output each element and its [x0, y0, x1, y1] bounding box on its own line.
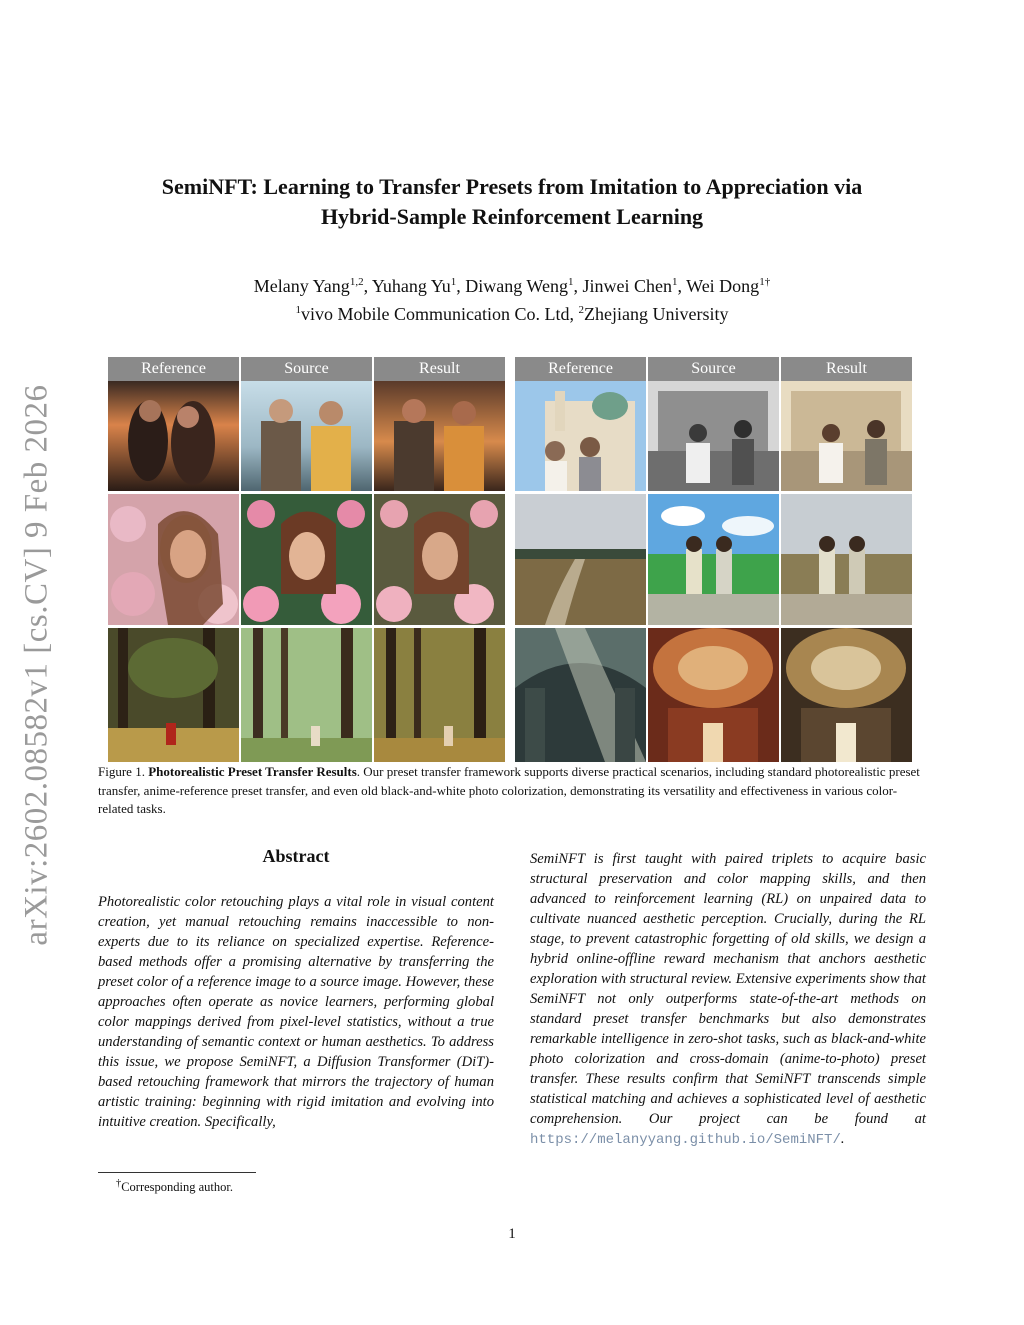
figure-image-interior-reference	[515, 628, 646, 762]
affiliation-number: 1	[295, 304, 302, 316]
figure-image-interior-result	[781, 628, 912, 762]
figure-image-anime-reference	[515, 494, 646, 625]
author: Melany Yang	[253, 276, 350, 296]
project-link[interactable]: https://melanyyang.github.io/SemiNFT/	[530, 1132, 841, 1148]
figure-image-flowers-source	[241, 494, 372, 625]
author: Jinwei Chen	[582, 276, 672, 296]
author-affiliation-mark: 1	[671, 276, 678, 288]
figure-image-forest-result	[374, 628, 505, 762]
author: Diwang Weng	[465, 276, 568, 296]
column-header-result: Result	[781, 357, 912, 381]
figure-image-couple-sunset-source	[241, 381, 372, 491]
figure-image-couple-sunset-result	[374, 381, 505, 491]
footnote-rule	[98, 1172, 256, 1173]
author-affiliation-mark: 1,2	[349, 276, 364, 288]
author: Wei Dong	[686, 276, 760, 296]
author-separator: ,	[677, 276, 687, 296]
paper-title	[100, 172, 924, 232]
footnote	[116, 1178, 233, 1195]
figure-caption	[98, 763, 926, 819]
figure-image-forest-reference	[108, 628, 239, 762]
footnote-text: Corresponding author.	[121, 1180, 233, 1195]
author-block	[100, 270, 924, 326]
affiliation: Zhejiang University	[584, 304, 729, 324]
figure-image-flowers-reference	[108, 494, 239, 625]
affiliation-number: 2	[578, 304, 585, 316]
affiliation: vivo Mobile Communication Co. Ltd	[301, 304, 570, 324]
abstract-heading: Abstract	[262, 846, 330, 866]
author: Yuhang Yu	[371, 276, 451, 296]
author-affiliation-mark: 1	[450, 276, 457, 288]
caption-text: . Our preset transfer framework supports diverse practical scenarios, including standard photorealistic preset transfer, anime-reference preset transfer, and even old black-and-white photo colorization, demonstrating its versatility and effectiveness in various color-related tasks.	[98, 764, 920, 816]
figure-image-anime-result	[781, 494, 912, 625]
column-header-reference: Reference	[515, 357, 646, 381]
figure-image-couple-sunset-reference	[108, 381, 239, 491]
figure-image-cathedral-result	[781, 381, 912, 491]
abstract-column-2	[530, 849, 926, 1150]
figure-image-flowers-result	[374, 494, 505, 625]
author-affiliation-mark: 1†	[759, 276, 771, 288]
author-list	[100, 270, 924, 298]
page-number: 1	[508, 1226, 516, 1242]
column-header-reference: Reference	[108, 357, 239, 381]
column-header-result: Result	[374, 357, 505, 381]
arxiv-stamp: arXiv:2602.08582v1 [cs.CV] 9 Feb 2026	[18, 384, 55, 946]
figure-image-anime-source	[648, 494, 779, 625]
abstract-column-2-text: SemiNFT is first taught with paired triplets to acquire basic structural preservation and color mapping skills, and then advanced to reinforcement learning (RL) on unpaired data to cultivate nuanced aesthetic perception. Crucially, during the RL stage, to prevent catastrophic forgetting of old skills, we design a hybrid online-offline reward mechanism that anchors aesthetic exploration with structural review. Extensive experiments show that SemiNFT not only outperforms state-of-the-art methods on standard preset transfer benchmarks but also demonstrates remarkable intelligence in zero-shot tasks, such as black-and-white photo colorization and cross-domain (anime-to-photo) preset transfer. These results confirm that SemiNFT transcends simple statistical matching and achieves a sophisticated level of aesthetic comprehension. Our project can be found at	[530, 851, 926, 1127]
title-line-2: Hybrid-Sample Reinforcement Learning	[320, 204, 704, 229]
figure-image-interior-source	[648, 628, 779, 762]
author-separator: ,	[363, 276, 372, 296]
caption-title: Photorealistic Preset Transfer Results	[148, 764, 357, 779]
figure-1	[108, 357, 912, 762]
column-header-source: Source	[241, 357, 372, 381]
abstract-column-1: Photorealistic color retouching plays a vital role in visual content creation, yet manual retouching remains inaccessible to non-experts due to its reliance on specialized expertise. Reference-based methods offer a promising alternative by transferring the preset color of a reference image to a source image. However, these approaches often operate as novice learners, performing global color mappings derived from pixel-level statistics, without a true understanding of semantic context or human aesthetics. To address this issue, we propose SemiNFT, a Diffusion Transformer (DiT)-based retouching framework that mirrors the trajectory of human artistic training: beginning with rigid imitation and evolving into intuitive creation. Specifically,	[98, 894, 494, 1130]
title-line-1: SemiNFT: Learning to Transfer Presets from Imitation to Appreciation via	[161, 174, 863, 199]
figure-image-forest-source	[241, 628, 372, 762]
affiliation-list	[100, 298, 924, 326]
footnote-mark: †	[116, 1178, 122, 1189]
author-affiliation-mark: 1	[567, 276, 574, 288]
column-header-source: Source	[648, 357, 779, 381]
caption-label: Figure 1.	[98, 764, 145, 779]
figure-image-cathedral-source	[648, 381, 779, 491]
author-separator: ,	[456, 276, 466, 296]
affiliation-separator: ,	[569, 304, 579, 324]
figure-image-cathedral-reference	[515, 381, 646, 491]
author-separator: ,	[573, 276, 583, 296]
abstract-period: .	[840, 1131, 845, 1147]
